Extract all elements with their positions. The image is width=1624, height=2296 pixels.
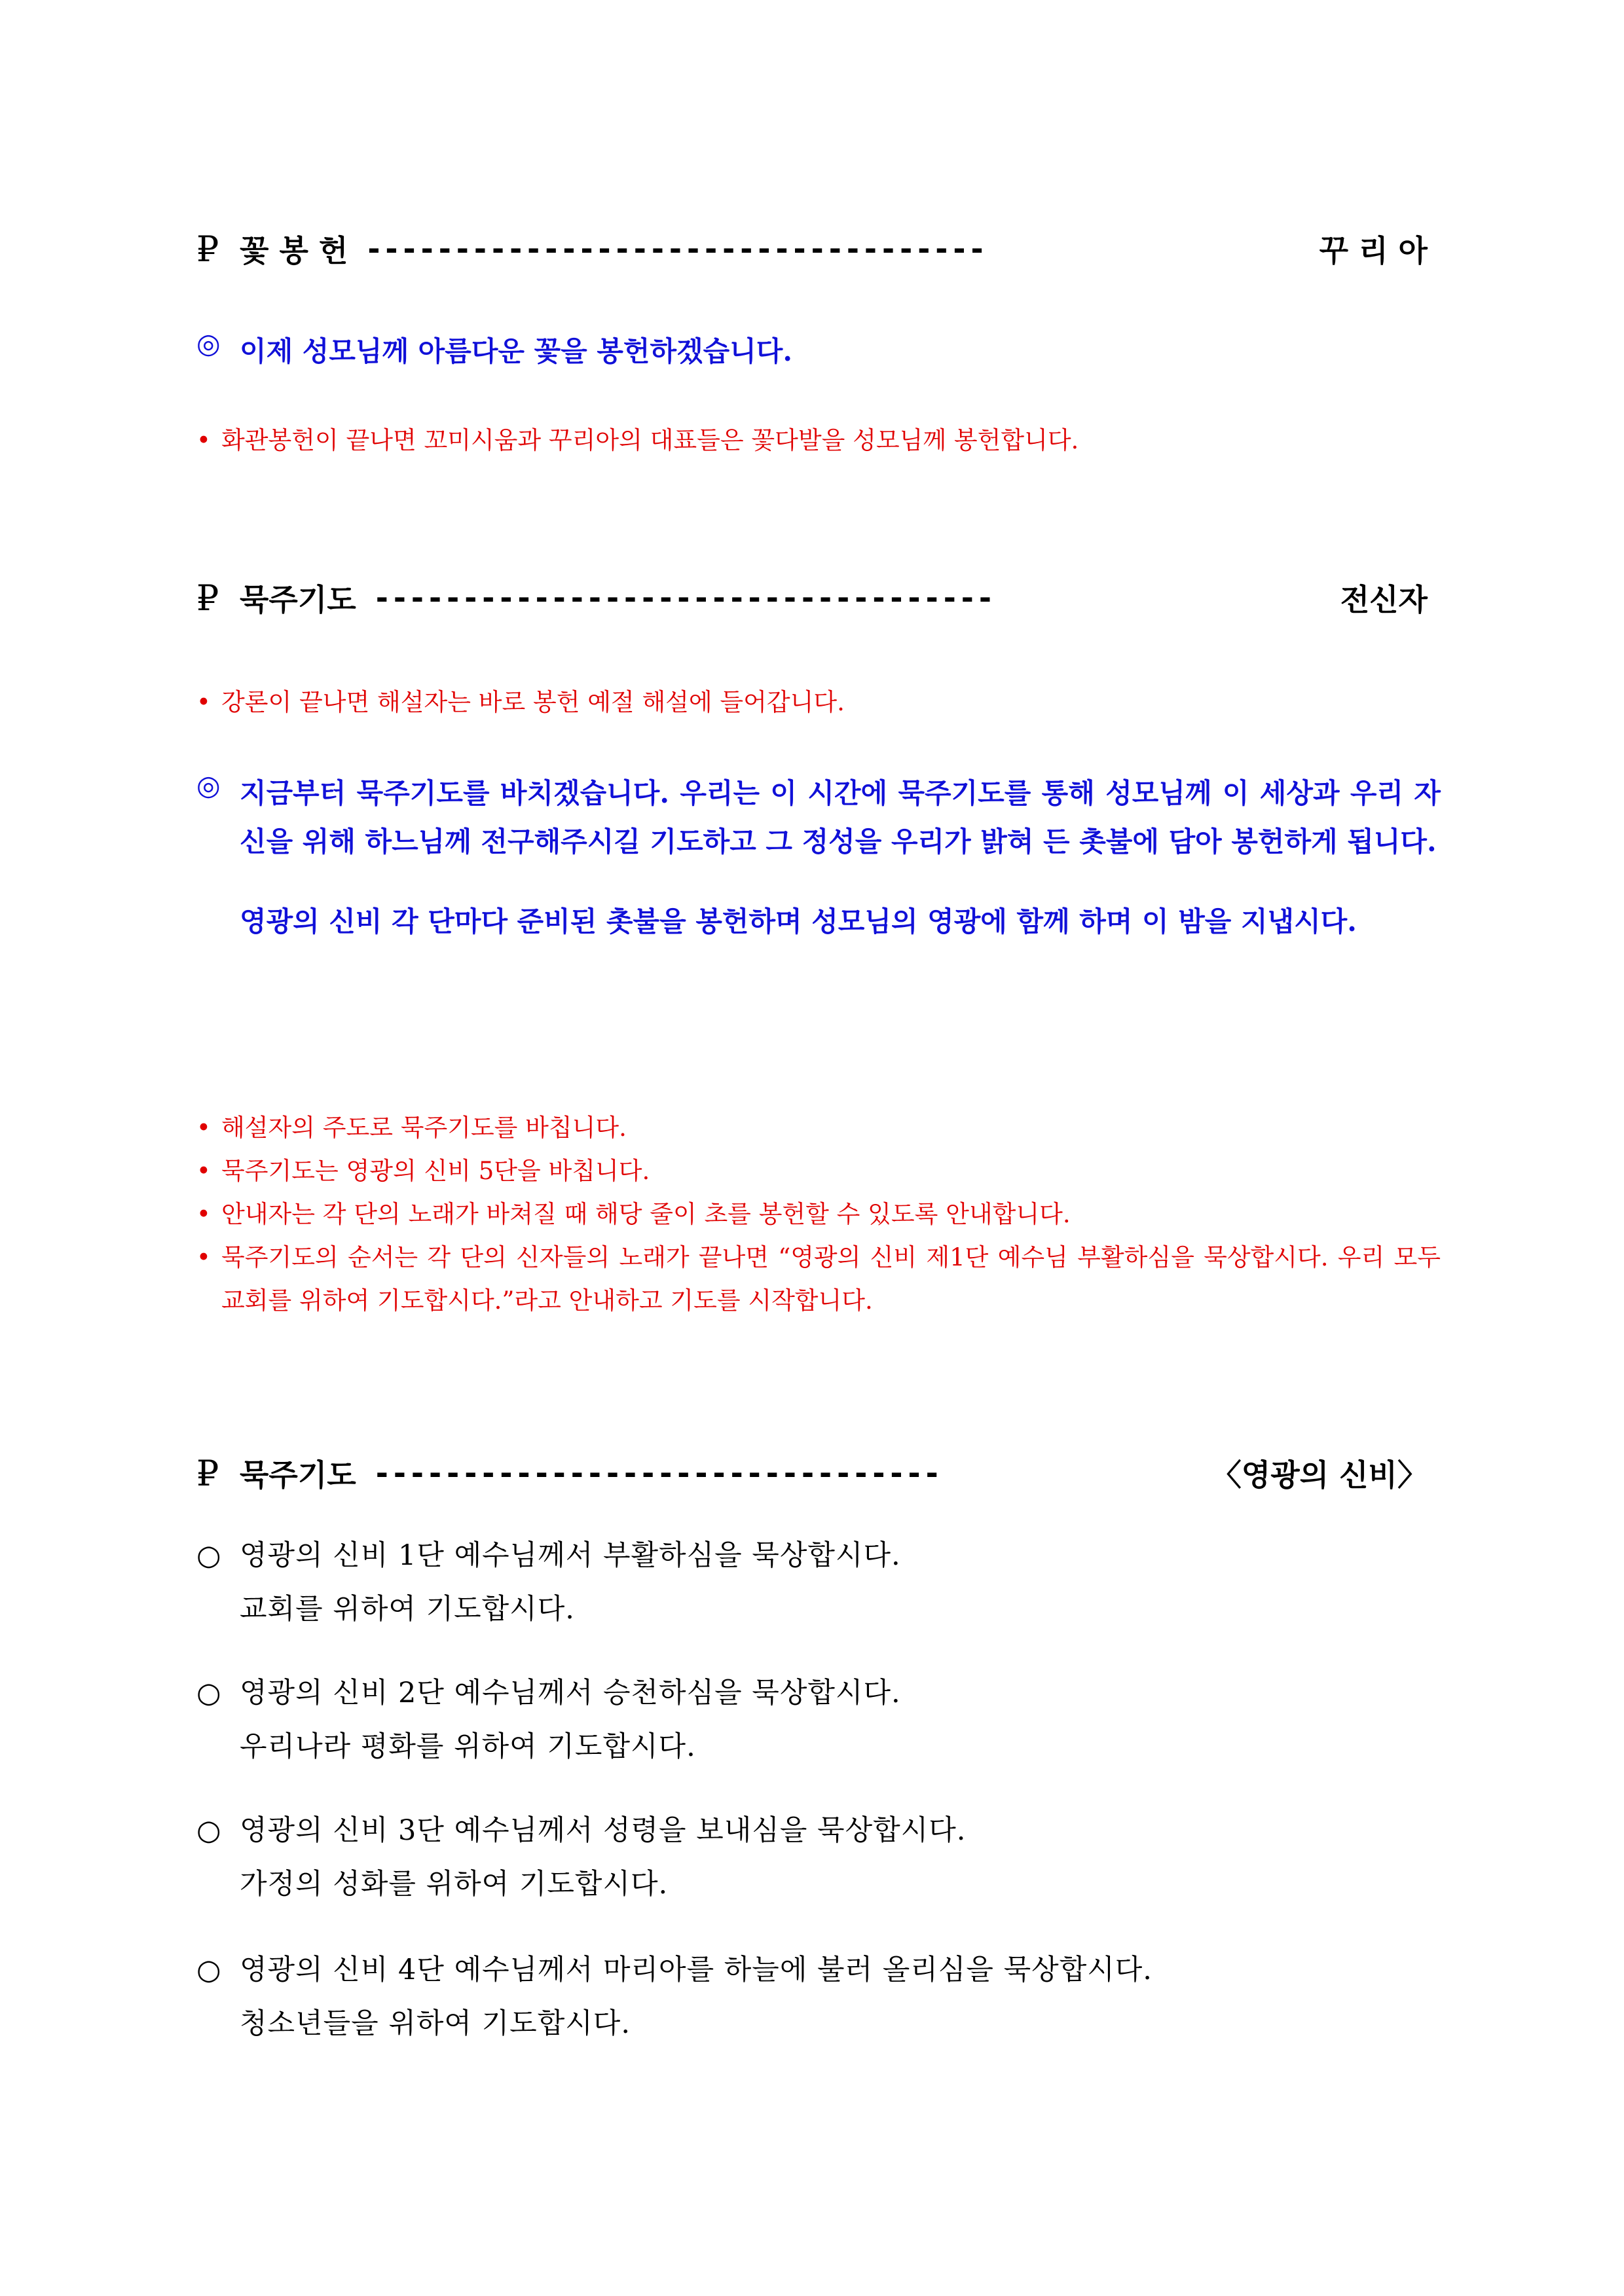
section-title: 묵주기도 xyxy=(240,1457,356,1493)
section-heading-flower-offering xyxy=(196,219,1428,278)
circle-icon: ○ xyxy=(196,1954,221,1986)
announcement: ◎ 이제 성모님께 아름다운 꽃을 봉헌하겠습니다. xyxy=(196,327,792,367)
bullet-icon: • xyxy=(196,1157,211,1185)
list-item: • 묵주기도는 영광의 신비 5단을 바칩니다. xyxy=(196,1150,1441,1193)
announcement: ◎ 지금부터 묵주기도를 바치겠습니다. 우리는 이 시간에 묵주기도를 통해 성모님께 이 세상과 우리 자신을 위해 하느님께 전구해주시길 기도하고 그 정성을 우리가 밝혀 든 촛불에 담아 봉헌하게 됩니다. 영광의 신비 각 단마다 준비된 촛불을 봉헌하며 성모님의 영광에 함께 하며 이 밤을 지냅시다. xyxy=(196,769,1441,938)
bullet-icon: • xyxy=(196,688,211,716)
bullet-icon: • xyxy=(196,426,211,454)
section-performer: 전신자 xyxy=(1340,582,1428,617)
dash-leader: ----------------------------------- xyxy=(375,580,997,615)
chi-rho-icon: ₽ xyxy=(196,1452,219,1494)
chi-rho-icon: ₽ xyxy=(196,228,219,270)
section-performer: 꾸 리 아 xyxy=(1319,233,1428,268)
double-circle-icon: ◎ xyxy=(196,769,221,801)
mystery-item: ○ 영광의 신비 4단 예수님께서 마리아를 하늘에 불러 올리심을 묵상합시다. 청소년들을 위하여 기도합시다. xyxy=(196,1943,1441,2050)
mystery-item: ○ 영광의 신비 2단 예수님께서 승천하심을 묵상합시다. 우리나라 평화를 위하여 기도합시다. xyxy=(196,1666,1441,1774)
circle-icon: ○ xyxy=(196,1677,221,1709)
section-heading-glorious-mysteries xyxy=(196,1444,1428,1503)
instruction-note: • 화관봉헌이 끝나면 꼬미시움과 꾸리아의 대표들은 꽃다발을 성모님께 봉헌합니다. xyxy=(196,419,1441,462)
section-title: 꽃 봉 헌 xyxy=(240,233,348,268)
section-performer: 〈영광의 신비〉 xyxy=(1211,1457,1428,1493)
dash-leader: ----------------------------------- xyxy=(367,231,989,266)
mystery-item: ○ 영광의 신비 1단 예수님께서 부활하심을 묵상합시다. 교회를 위하여 기도합시다. xyxy=(196,1529,1441,1636)
instruction-list xyxy=(196,1106,1441,1322)
list-item: • 해설자의 주도로 묵주기도를 바칩니다. xyxy=(196,1106,1441,1150)
bullet-icon: • xyxy=(196,1114,211,1142)
circle-icon: ○ xyxy=(196,1814,221,1847)
bullet-icon: • xyxy=(196,1200,211,1228)
circle-icon: ○ xyxy=(196,1539,221,1572)
chi-rho-icon: ₽ xyxy=(196,577,219,619)
mystery-item: ○ 영광의 신비 3단 예수님께서 성령을 보내심을 묵상합시다. 가정의 성화를 위하여 기도합시다. xyxy=(196,1804,1441,1911)
bullet-icon: • xyxy=(196,1243,211,1271)
list-item: • 묵주기도의 순서는 각 단의 신자들의 노래가 끝나면 “영광의 신비 제1단 예수님 부활하심을 묵상합시다. 우리 모두 교회를 위하여 기도합시다.”라고 안내하고 기도를 시작합니다. xyxy=(196,1236,1441,1322)
instruction-note: • 강론이 끝나면 해설자는 바로 봉헌 예절 해설에 들어갑니다. xyxy=(196,681,1441,724)
dash-leader: -------------------------------- xyxy=(375,1455,944,1491)
double-circle-icon: ◎ xyxy=(196,327,221,359)
list-item: • 안내자는 각 단의 노래가 바쳐질 때 해당 줄이 초를 봉헌할 수 있도록 안내합니다. xyxy=(196,1193,1441,1236)
section-title: 묵주기도 xyxy=(240,582,356,617)
section-heading-rosary xyxy=(196,568,1428,627)
